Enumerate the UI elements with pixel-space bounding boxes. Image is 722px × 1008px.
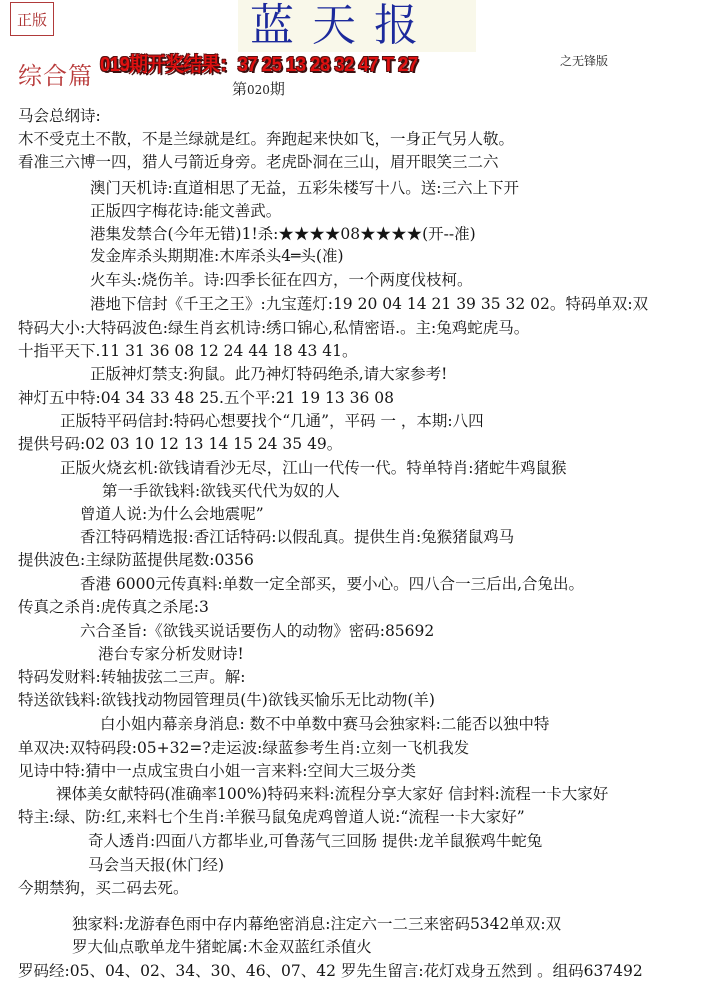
text-line: 罗大仙点歌单龙牛猪蛇属:木金双蓝红杀值火 [72,938,372,956]
authentic-edition-badge: 正版 [10,2,54,36]
text-line: 看准三六博一四，猎人弓箭近身旁。老虎卧洞在三山，眉开眼笑三二六 [18,153,499,171]
text-line: 提供波色:主绿防蓝提供尾数:0356 [18,551,254,569]
issue-number [232,78,285,99]
text-line: 港地下信封《千王之王》:九宝莲灯:19 20 04 14 21 39 35 32 02。特码单双:双 [90,295,649,313]
text-line: 白小姐内幕亲身消息: 数不中单数中赛马会独家料:二能否以独中特 [100,715,550,733]
text-line: 马会总纲诗: [18,107,101,125]
text-line: 木不受克土不散，不是兰绿就是红。奔跑起来快如飞，一身正气另人敬。 [18,130,515,148]
text-line: 今期禁狗，买二码去死。 [18,879,189,897]
text-line: 正版四字梅花诗:能文善武。 [90,202,282,220]
text-line: 神灯五中特:04 34 33 48 25.五个平:21 19 13 36 08 [18,389,395,407]
text-line: 香港 6000元传真料:单数一定全部买，要小心。四八合一三后出,合兔出。 [80,575,585,593]
text-line: 罗码经:05、04、02、34、30、46、07、42 罗先生留言:花灯戏身五然到 。组码637492 [18,962,643,980]
text-line: 特主:绿、防:红,来料七个生肖:羊猴马鼠兔虎鸡曾道人说:“流程一卡大家好” [18,808,525,826]
text-line: 正版特平码信封:特码心想要找个“几通”，平码 一 ，本期:八四 [60,412,484,430]
text-line: 裸体美女献特码(准确率100%)特码来料:流程分享大家好 信封料:流程一卡大家好 [56,785,609,803]
text-line: 火车头:烧伤羊。诗:四季长征在四方，一个两度伐枝柯。 [90,271,473,289]
text-line: 传真之杀肖:虎传真之杀尾:3 [18,598,209,616]
text-line: 特码发财料:转轴拔弦二三声。解: [18,668,246,686]
text-line: 曾道人说:为什么会地震呢” [80,505,264,523]
section-title: 综合篇 [18,62,93,90]
text-line: 马会当天报(休门经) [88,856,225,874]
text-line: 港集发禁合(今年无错)1!杀:★★★★08★★★★(开--准) [90,225,476,243]
text-line: 港台专家分析发财诗! [98,645,244,663]
text-line: 独家料:龙游春色雨中存内幕绝密消息:注定六一二三来密码5342单双:双 [72,915,562,933]
text-line: 见诗中特:猜中一点成宝贵白小姐一言来料:空间大三圾分类 [18,762,416,780]
text-line: 六合圣旨:《欲钱买说话要伤人的动物》密码:85692 [80,622,435,640]
text-line: 特码大小:大特码波色:绿生肖玄机诗:绣口锦心,私情密语.。主:兔鸡蛇虎马。 [18,319,530,337]
issue-suffix: 期 [269,80,285,98]
newspaper-title: 蓝天报 [250,0,436,51]
text-line: 提供号码:02 03 10 12 13 14 15 24 35 49。 [18,435,343,453]
text-line: 单双决:双特码段:05+32=?走运波:绿蓝参考生肖:立刻一飞机我发 [18,739,470,757]
text-line: 正版神灯禁支:狗鼠。此乃神灯特码绝杀,请大家参考! [90,365,448,383]
text-line: 正版火烧玄机:欲钱请看沙无尽，江山一代传一代。特单特肖:猪蛇牛鸡鼠猴 [60,459,567,477]
text-line: 第一手欲钱料:欲钱买代代为奴的人 [102,482,340,500]
text-line: 澳门天机诗:直道相思了无益，五彩朱楼写十八。送:三六上下开 [90,179,519,197]
issue-prefix: 第 [232,80,248,98]
text-line: 香江特码精选报:香江话特码:以假乱真。提供生肖:兔猴猪鼠鸡马 [80,528,515,546]
edition-label: 之无锋版 [560,54,609,68]
draw-result-banner: 019期开奖结果：37 25 13 28 32 47 T 27 [100,54,418,76]
issue-number-value: 020 [247,83,270,97]
text-line: 十指平天下.11 31 36 08 12 24 44 18 43 41。 [18,342,358,360]
text-line: 发金库杀头期期准:木库杀头4═头(准) [90,247,344,265]
text-line: 奇人透肖:四面八方都毕业,可鲁荡气三回肠 提供:龙羊鼠猴鸡牛蛇兔 [88,832,543,850]
text-line: 特送欲钱料:欲钱找动物园管理员(牛)欲钱买愉乐无比动物(羊) [18,691,435,709]
